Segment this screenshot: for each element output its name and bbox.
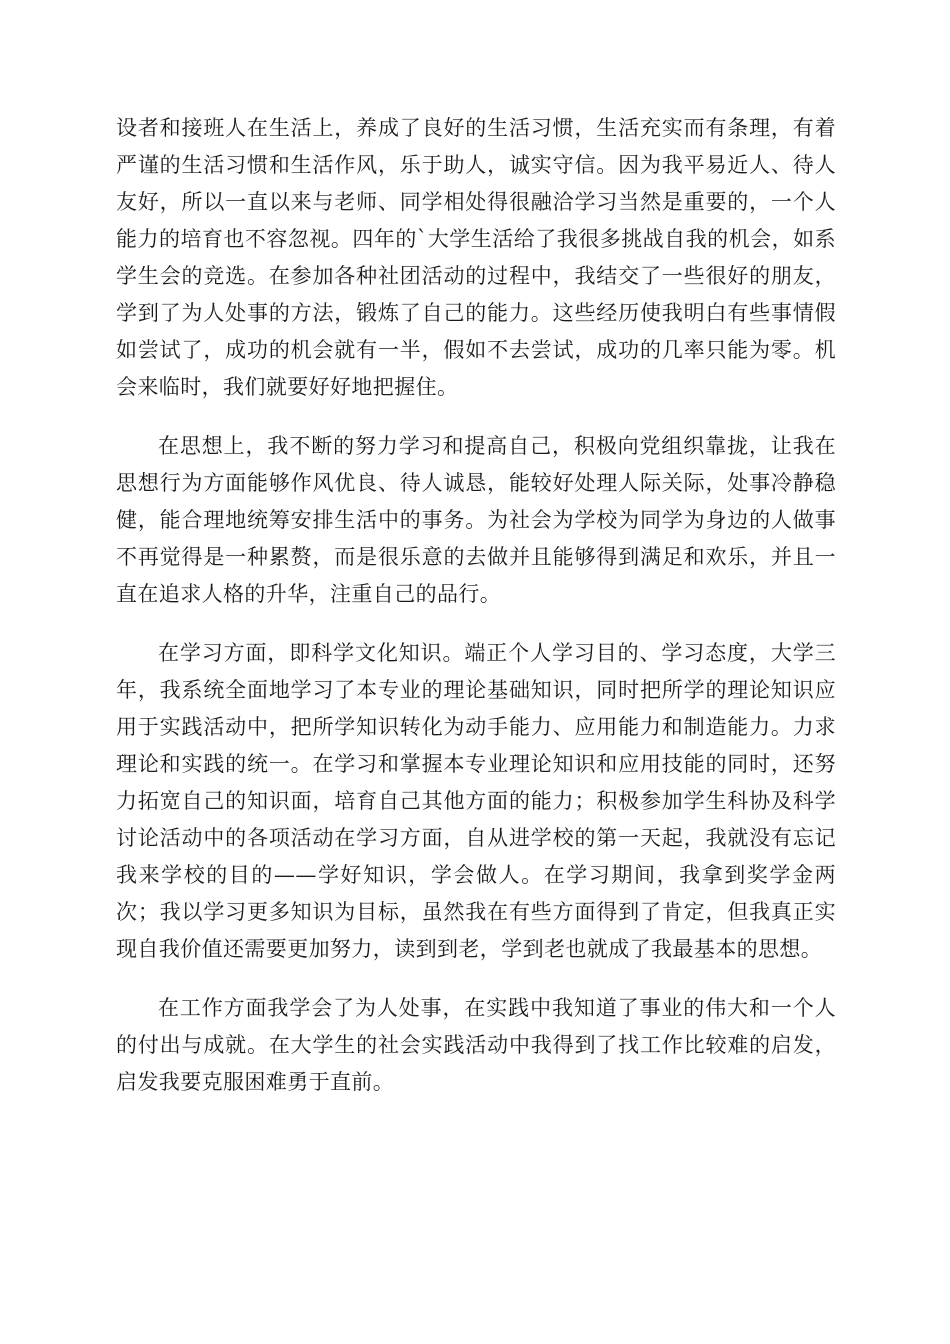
paragraph-thought: 在思想上，我不断的努力学习和提高自己，积极向党组织靠拢，让我在思想行为方面能够作风优良、待人诚恳，能较好处理人际关际，处事冷静稳健，能合理地统筹安排生活中的事务。为社会为学校为同学为身边的人做事不再觉得是一种累赘，而是很乐意的去做并且能够得到满足和欢乐，并且一直在追求人格的升华，注重自己的品行。 <box>116 434 836 606</box>
document-page <box>116 110 836 1123</box>
paragraph-continued: 设者和接班人在生活上，养成了良好的生活习惯，生活充实而有条理，有着严谨的生活习惯和生活作风，乐于助人，诚实守信。因为我平易近人、待人友好，所以一直以来与老师、同学相处得很融洽学习当然是重要的，一个人能力的培育也不容忽视。四年的`大学生活给了我很多挑战自我的机会，如系学生会的竞选。在参加各种社团活动的过程中，我结交了一些很好的朋友，学到了为人处事的方法，锻炼了自己的能力。这些经历使我明白有些事情假如尝试了，成功的机会就有一半，假如不去尝试，成功的几率只能为零。机会来临时，我们就要好好地把握住。 <box>116 116 836 399</box>
paragraph-study: 在学习方面，即科学文化知识。端正个人学习目的、学习态度，大学三年，我系统全面地学习了本专业的理论基础知识，同时把所学的理论知识应用于实践活动中，把所学知识转化为动手能力、应用能力和制造能力。力求理论和实践的统一。在学习和掌握本专业理论知识和应用技能的同时，还努力拓宽自己的知识面，培育自己其他方面的能力；积极参加学生科协及科学讨论活动中的各项活动在学习方面，自从进学校的第一天起，我就没有忘记我来学校的目的——学好知识，学会做人。在学习期间，我拿到奖学金两次；我以学习更多知识为目标，虽然我在有些方面得到了肯定，但我真正实现自我价值还需要更加努力，读到到老，学到老也就成了我最基本的思想。 <box>116 641 836 961</box>
paragraph-work: 在工作方面我学会了为人处事，在实践中我知道了事业的伟大和一个人的付出与成就。在大学生的社会实践活动中我得到了找工作比较难的启发，启发我要克服困难勇于直前。 <box>116 996 836 1094</box>
